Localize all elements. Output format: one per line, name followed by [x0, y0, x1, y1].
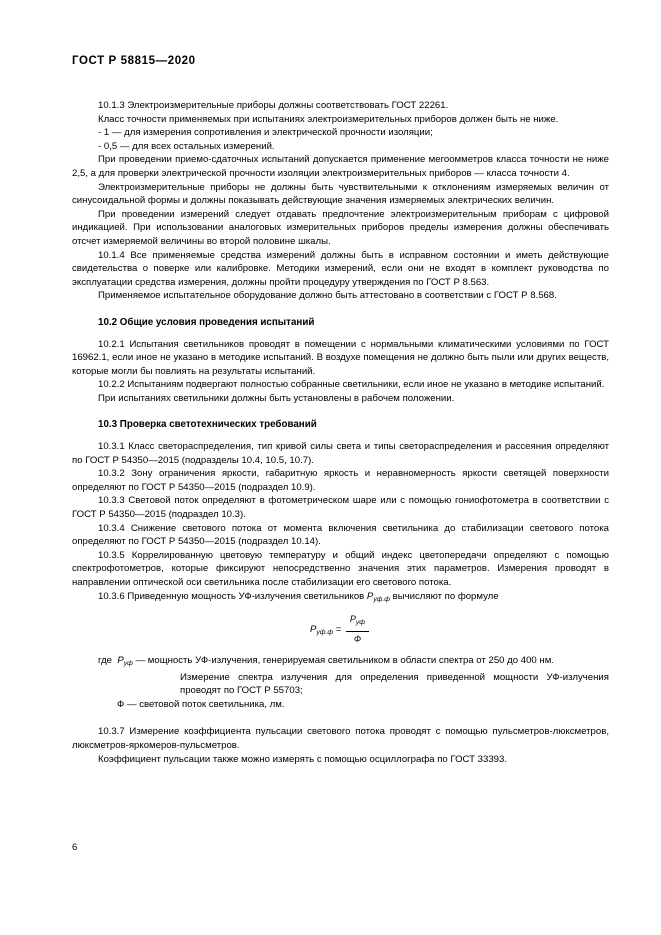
legend-definition: — мощность УФ-излучения, генерируемая светильником в области спектра от 250 до 400 нм.	[135, 655, 554, 667]
paragraph-digital-indication: При проведении измерений следует отдавать предпочтение электроизмерительным приборам с цифровой индикацией. При использовании аналоговых измерительных приборов пределы измерения должны обеспечивать отсчет измеряемой величины во второй половине шкалы.	[72, 208, 609, 247]
paragraph-accuracy-class: Класс точности применяемых при испытаниях электроизмерительных приборов должен быть не ниже.	[98, 113, 559, 125]
formula-lhs: Р	[310, 624, 317, 636]
legend-row-p-uf	[72, 654, 609, 670]
paragraph-10-1-3: 10.1.3 Электроизмерительные приборы должны соответствовать ГОСТ 22261.	[98, 100, 449, 111]
formula-denominator: Ф	[353, 633, 361, 644]
section-heading-10-3: 10.3 Проверка светотехнических требований	[98, 419, 317, 431]
paragraph-10-3-5: 10.3.5 Коррелированную цветовую температуру и общий индекс цветопередачи определяют с помощью спектрофотометров, которые фиксируют непосредственно значения этих параметров. Измерения проводят в направлении оптической оси светильника после стабилизации его светового потока.	[72, 549, 609, 588]
formula-intro-post: вычисляют по формуле	[389, 590, 499, 602]
list-item-1: - 1 — для измерения сопротивления и электрической прочности изоляции;	[98, 127, 433, 139]
legend-where-label: где	[98, 655, 113, 667]
legend-symbol: Р	[117, 655, 124, 667]
formula-numerator-symbol: Р	[349, 614, 356, 625]
formula-intro-pre: 10.3.6 Приведенную мощность УФ-излучения светильников	[98, 590, 367, 602]
page-header: ГОСТ Р 58815—2020	[72, 55, 196, 67]
paragraph-10-2-1: 10.2.1 Испытания светильников проводят в помещении с нормальными климатическими условиями по ГОСТ 16962.1, если иное не указано в методике испытаний. В воздухе помещения не должно быть пыли или других веществ, которые могли бы повлиять на результаты испытаний.	[72, 338, 609, 377]
paragraph-10-3-6	[72, 590, 609, 606]
formula-legend	[72, 654, 609, 711]
formula-lhs-sub: уф.ф	[316, 629, 334, 637]
paragraph-working-position: При испытаниях светильники должны быть установлены в рабочем положении.	[98, 392, 455, 404]
formula-intro-symbol: Р	[366, 590, 374, 602]
formula-numerator-sub: уф	[355, 618, 365, 626]
paragraph-10-3-3: 10.3.3 Световой поток определяют в фотометрическом шаре или с помощью гониофотометра в соответствии с ГОСТ Р 54350—2015 (подраздел 10.3).	[72, 495, 609, 521]
paragraph-10-1-4: 10.1.4 Все применяемые средства измерений должны быть в исправном состоянии и иметь действующие свидетельства о поверке или калибровке. Методики измерений, если они не входят в комплект руководства по эксплуатации средства измерения, должны пройти процедуру утверждения по ГОСТ Р 8.563.	[72, 249, 609, 288]
legend-where-word	[72, 654, 136, 670]
formula-numerator	[346, 613, 369, 631]
paragraph-10-3-1: 10.3.1 Класс светораспределения, тип кривой силы света и типы светораспределения и рассеяния определяют по ГОСТ Р 54350—2015 (подразделы 10.4, 10.5, 10.7).	[72, 441, 609, 466]
paragraph-sensitivity: Электроизмерительные приборы не должны быть чувствительными к отклонениям измеряемых величин от синусоидальной формы и должны показывать действующие значения измеряемых электрических величин.	[72, 181, 609, 207]
formula-equals: =	[335, 624, 342, 636]
formula-intro-symbol-sub: уф.ф	[373, 595, 390, 603]
paragraph-10-3-2: 10.3.2 Зону ограничения яркости, габаритную яркость и неравномерность яркости светящей поверхности определяют по ГОСТ Р 54350—2015 (подраздел 10.9).	[72, 468, 609, 493]
paragraph-equipment-certification: Применяемое испытательное оборудование должно быть аттестовано в соответствии с ГОСТ Р 8.568.	[98, 290, 557, 302]
formula-fraction	[346, 613, 369, 646]
page-number: 6	[72, 842, 78, 853]
list-item-2: - 0,5 — для всех остальных измерений.	[98, 140, 275, 152]
paragraph-10-3-7: 10.3.7 Измерение коэффициента пульсации светового потока проводят с помощью пульсметров-люксметров, люксметров-яркомеров-пульсметров.	[72, 726, 609, 752]
paragraph-pulsation-osc: Коэффициент пульсации также можно измерять с помощью осциллографа по ГОСТ 33393.	[98, 753, 508, 765]
legend-row-phi: Ф — световой поток светильника, лм.	[117, 698, 285, 710]
paragraph-10-2-2: 10.2.2 Испытаниям подвергают полностью собранные светильники, если иное не указано в методике испытаний.	[98, 379, 605, 391]
legend-continuation: Измерение спектра излучения для определения приведенной мощности УФ-излучения проводят по ГОСТ Р 55703;	[180, 671, 609, 697]
formula-uv-power	[310, 613, 371, 646]
legend-symbol-sub: уф	[123, 660, 133, 668]
formula-block	[72, 613, 609, 646]
document-body	[72, 99, 609, 766]
section-heading-10-2: 10.2 Общие условия проведения испытаний	[98, 316, 315, 328]
paragraph-acceptance-tests: При проведении приемо-сдаточных испытаний допускается применение мегоомметров класса точности не ниже 2,5, а для проверки электрической прочности изоляции электроизмерительных приборов — класса точности 4.	[72, 154, 609, 179]
paragraph-10-3-4: 10.3.4 Снижение светового потока от момента включения светильника до стабилизации светового потока определяют по ГОСТ Р 54350—2015 (подраздел 10.14).	[72, 522, 609, 548]
